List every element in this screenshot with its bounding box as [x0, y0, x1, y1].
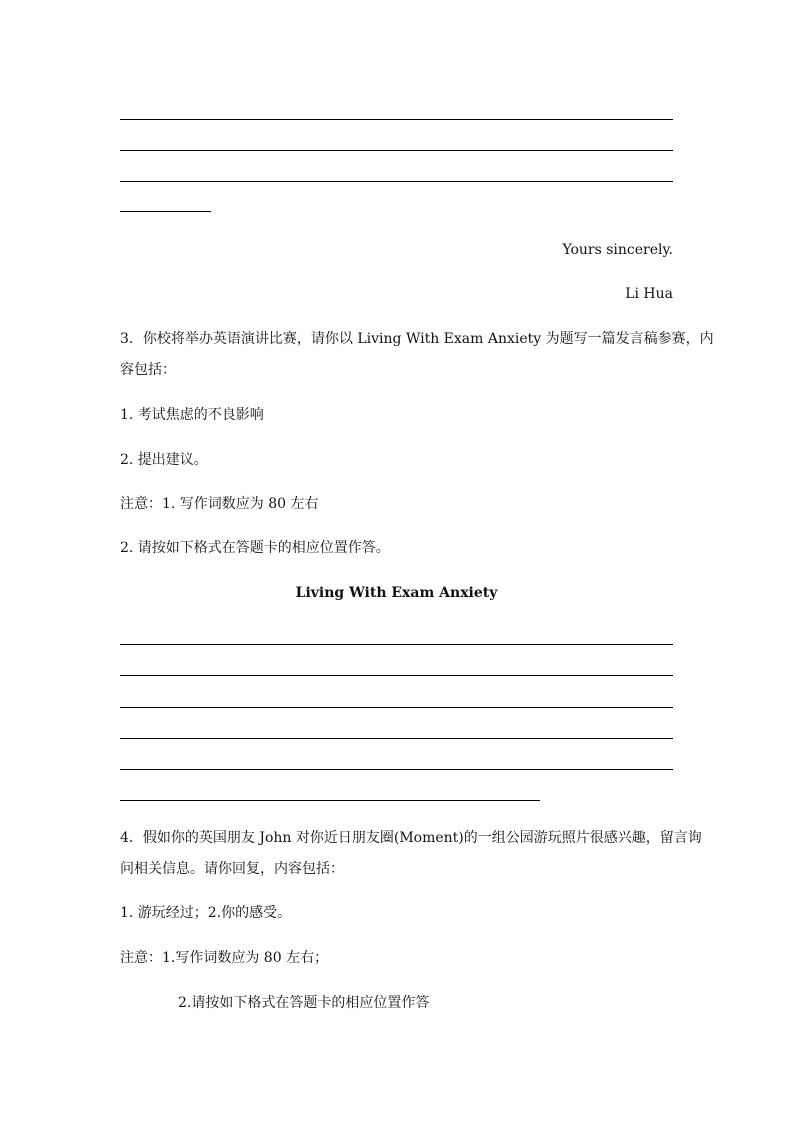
- answer-line: [120, 181, 673, 182]
- q3-note-1: 注意：1. 写作词数应为 80 左右: [120, 496, 319, 512]
- q3-prompt-line1: 3．你校将举办英语演讲比赛，请你以 Living With Exam Anxiety 为题写一篇发言稿参赛，内: [120, 331, 714, 347]
- q3-prompt-line2: 容包括：: [120, 362, 176, 378]
- answer-line: [120, 738, 673, 739]
- answer-line-short: [120, 211, 211, 212]
- q4-note-1: 注意：1.写作词数应为 80 左右；: [120, 950, 329, 966]
- answer-line: [120, 150, 673, 151]
- answer-line: [120, 769, 673, 770]
- q3-essay-title: Living With Exam Anxiety: [295, 585, 498, 601]
- q4-prompt-line1: 4．假如你的英国朋友 John 对你近日朋友圈(Moment)的一组公园游玩照片很感兴趣，留言询: [120, 830, 702, 846]
- q4-prompt-line2: 问相关信息。请你回复，内容包括：: [120, 861, 344, 877]
- q4-note-2: 2.请按如下格式在答题卡的相应位置作答: [178, 995, 430, 1011]
- answer-line: [120, 675, 673, 676]
- q3-point-1: 1. 考试焦虑的不良影响: [120, 407, 264, 423]
- letter-closing: Yours sincerely.: [562, 242, 673, 258]
- q4-point-1: 1. 游玩经过；2.你的感受。: [120, 905, 292, 921]
- answer-line: [120, 644, 673, 645]
- answer-line-short: [120, 800, 540, 801]
- q3-point-2: 2. 提出建议。: [120, 452, 208, 468]
- answer-line: [120, 707, 673, 708]
- answer-line: [120, 119, 673, 120]
- letter-signature: Li Hua: [625, 286, 673, 302]
- q3-note-2: 2. 请按如下格式在答题卡的相应位置作答。: [120, 540, 390, 556]
